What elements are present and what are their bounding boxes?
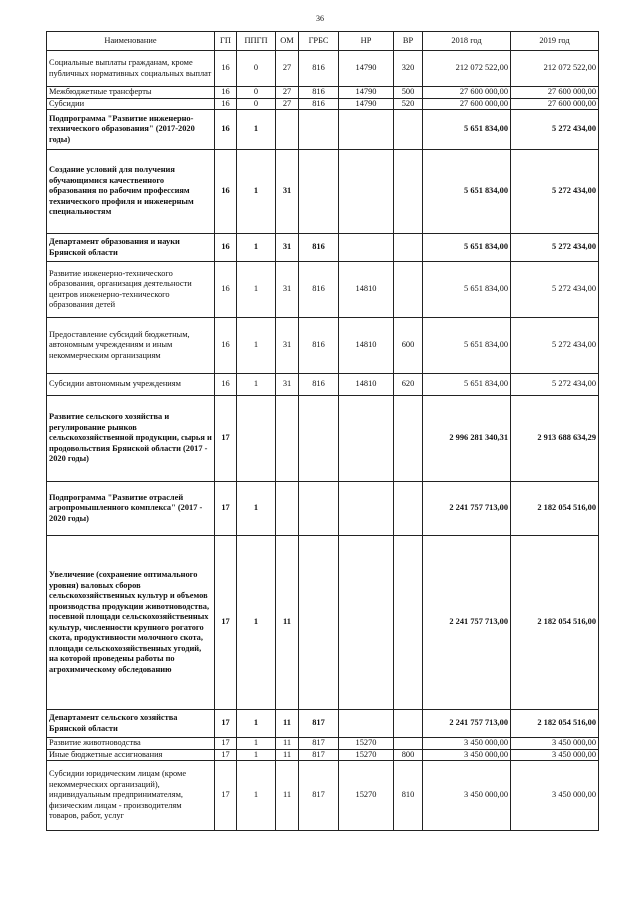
cell-2018: 5 651 834,00 [423,234,511,262]
cell-grbs: 817 [299,761,339,831]
cell-grbs [299,482,339,536]
cell-2019: 2 182 054 516,00 [511,536,599,710]
cell-2019: 3 450 000,00 [511,738,599,750]
cell-nr: 14810 [339,262,394,318]
cell-ppgp: 1 [237,710,276,738]
cell-2018: 2 241 757 713,00 [423,482,511,536]
cell-gp: 16 [215,98,237,110]
cell-gp: 17 [215,710,237,738]
cell-vr: 620 [394,374,423,396]
cell-name: Департамент образования и науки Брянской области [47,234,215,262]
cell-2018: 2 996 281 340,31 [423,396,511,482]
cell-2018: 5 651 834,00 [423,318,511,374]
cell-om: 11 [276,761,299,831]
cell-om [276,110,299,150]
header-nr: НР [339,32,394,51]
cell-ppgp: 0 [237,87,276,99]
cell-vr [394,482,423,536]
cell-om: 27 [276,87,299,99]
cell-grbs: 817 [299,710,339,738]
cell-vr [394,262,423,318]
cell-om [276,482,299,536]
cell-2018: 27 600 000,00 [423,87,511,99]
cell-grbs: 816 [299,87,339,99]
table-row [47,51,599,87]
cell-2018: 2 241 757 713,00 [423,536,511,710]
cell-2019: 27 600 000,00 [511,98,599,110]
cell-grbs: 816 [299,318,339,374]
cell-2018: 2 241 757 713,00 [423,710,511,738]
cell-grbs [299,150,339,234]
cell-nr: 14790 [339,87,394,99]
cell-grbs: 816 [299,234,339,262]
cell-om [276,396,299,482]
cell-gp: 16 [215,318,237,374]
cell-2018: 5 651 834,00 [423,150,511,234]
cell-name: Развитие сельского хозяйства и регулирование рынков сельскохозяйственной продукции, сырья и продовольствия Брянской области (2017 - 2020 годы) [47,396,215,482]
cell-ppgp: 0 [237,98,276,110]
cell-name: Создание условий для получения обучающимися качественного образования по рабочим профессиям технического профиля и инженерным специальностям [47,150,215,234]
table-row [47,374,599,396]
cell-2018: 27 600 000,00 [423,98,511,110]
table-row [47,738,599,750]
cell-om: 11 [276,738,299,750]
cell-om: 27 [276,51,299,87]
cell-om: 31 [276,262,299,318]
cell-nr [339,482,394,536]
cell-nr: 14810 [339,318,394,374]
cell-2019: 5 272 434,00 [511,110,599,150]
budget-table [46,31,599,831]
cell-2019: 2 913 688 634,29 [511,396,599,482]
header-grbs: ГРБС [299,32,339,51]
cell-vr [394,150,423,234]
cell-om: 11 [276,749,299,761]
cell-nr: 15270 [339,738,394,750]
cell-gp: 16 [215,51,237,87]
cell-2019: 3 450 000,00 [511,749,599,761]
cell-vr: 520 [394,98,423,110]
cell-vr [394,710,423,738]
header-2019: 2019 год [511,32,599,51]
cell-om: 11 [276,710,299,738]
table-row [47,761,599,831]
cell-om: 27 [276,98,299,110]
table-row [47,110,599,150]
cell-gp: 17 [215,536,237,710]
header-vr: ВР [394,32,423,51]
table-row [47,710,599,738]
cell-2019: 5 272 434,00 [511,150,599,234]
cell-ppgp: 1 [237,761,276,831]
cell-ppgp: 1 [237,234,276,262]
cell-name: Межбюджетные трансферты [47,87,215,99]
table-row [47,318,599,374]
table-row [47,396,599,482]
cell-gp: 16 [215,150,237,234]
table-row [47,262,599,318]
cell-name: Субсидии автономным учреждениям [47,374,215,396]
header-om: ОМ [276,32,299,51]
cell-name: Субсидии [47,98,215,110]
cell-name: Социальные выплаты гражданам, кроме публичных нормативных социальных выплат [47,51,215,87]
cell-ppgp: 1 [237,150,276,234]
table-row [47,536,599,710]
cell-om: 31 [276,374,299,396]
cell-grbs: 816 [299,262,339,318]
cell-ppgp: 0 [237,51,276,87]
cell-2018: 5 651 834,00 [423,110,511,150]
cell-om: 11 [276,536,299,710]
cell-nr: 14810 [339,374,394,396]
cell-om: 31 [276,150,299,234]
table-body [47,51,599,831]
cell-2018: 212 072 522,00 [423,51,511,87]
cell-2018: 3 450 000,00 [423,749,511,761]
cell-name: Развитие инженерно-технического образования, организация деятельности центров инженерно-технического образования детей [47,262,215,318]
cell-grbs: 816 [299,51,339,87]
page-number: 36 [316,14,324,23]
cell-vr: 500 [394,87,423,99]
cell-om: 31 [276,318,299,374]
cell-gp: 17 [215,749,237,761]
cell-ppgp: 1 [237,110,276,150]
cell-ppgp: 1 [237,482,276,536]
cell-ppgp [237,396,276,482]
cell-nr [339,234,394,262]
cell-2019: 5 272 434,00 [511,318,599,374]
cell-vr: 800 [394,749,423,761]
cell-name: Департамент сельского хозяйства Брянской области [47,710,215,738]
cell-vr: 600 [394,318,423,374]
cell-2019: 2 182 054 516,00 [511,710,599,738]
header-2018: 2018 год [423,32,511,51]
cell-2019: 3 450 000,00 [511,761,599,831]
cell-nr [339,710,394,738]
cell-grbs: 817 [299,738,339,750]
cell-gp: 17 [215,396,237,482]
cell-2019: 27 600 000,00 [511,87,599,99]
cell-gp: 16 [215,87,237,99]
cell-ppgp: 1 [237,374,276,396]
table-row [47,98,599,110]
cell-name: Подпрограмма "Развитие инженерно-технического образования" (2017-2020 годы) [47,110,215,150]
cell-nr [339,396,394,482]
cell-grbs: 816 [299,98,339,110]
cell-2018: 3 450 000,00 [423,738,511,750]
cell-gp: 17 [215,482,237,536]
cell-nr: 15270 [339,749,394,761]
header-name: Наименование [47,32,215,51]
cell-vr [394,110,423,150]
cell-nr [339,150,394,234]
table-row [47,87,599,99]
cell-ppgp: 1 [237,749,276,761]
cell-gp: 17 [215,761,237,831]
cell-name: Увеличение (сохранение оптимального уровня) валовых сборов сельскохозяйственных культур и объемов производства продукции животноводства, посевной площади сельскохозяйственных культур, численности крупного рогатого скота, продуктивности молочного скота, площади сельскохозяйственных угодий, на которой проведены работы по агрохимическому обследованию [47,536,215,710]
cell-2018: 5 651 834,00 [423,262,511,318]
cell-grbs [299,396,339,482]
cell-ppgp: 1 [237,318,276,374]
cell-name: Подпрограмма "Развитие отраслей агропромышленного комплекса" (2017 - 2020 годы) [47,482,215,536]
cell-vr [394,738,423,750]
table-row [47,234,599,262]
cell-grbs [299,536,339,710]
cell-grbs: 816 [299,374,339,396]
cell-2018: 5 651 834,00 [423,374,511,396]
cell-nr: 14790 [339,51,394,87]
cell-vr [394,234,423,262]
cell-ppgp: 1 [237,262,276,318]
table-row [47,482,599,536]
cell-name: Субсидии юридическим лицам (кроме некоммерческих организаций), индивидуальным предпринимателям, физическим лицам - производителям товаров, работ, услуг [47,761,215,831]
cell-gp: 17 [215,738,237,750]
cell-nr [339,536,394,710]
cell-ppgp: 1 [237,536,276,710]
cell-name: Развитие животноводства [47,738,215,750]
cell-2019: 5 272 434,00 [511,374,599,396]
table-row [47,150,599,234]
cell-gp: 16 [215,110,237,150]
header-gp: ГП [215,32,237,51]
cell-2019: 5 272 434,00 [511,234,599,262]
cell-ppgp: 1 [237,738,276,750]
cell-vr [394,396,423,482]
cell-gp: 16 [215,262,237,318]
cell-2019: 212 072 522,00 [511,51,599,87]
cell-gp: 16 [215,234,237,262]
cell-name: Иные бюджетные ассигнования [47,749,215,761]
table-row [47,749,599,761]
cell-grbs: 817 [299,749,339,761]
cell-2019: 5 272 434,00 [511,262,599,318]
cell-grbs [299,110,339,150]
cell-name: Предоставление субсидий бюджетным, автономным учреждениям и иным некоммерческим организациям [47,318,215,374]
cell-vr: 810 [394,761,423,831]
cell-vr: 320 [394,51,423,87]
cell-gp: 16 [215,374,237,396]
cell-om: 31 [276,234,299,262]
cell-2018: 3 450 000,00 [423,761,511,831]
cell-2019: 2 182 054 516,00 [511,482,599,536]
cell-nr: 14790 [339,98,394,110]
cell-nr [339,110,394,150]
header-ppgp: ППГП [237,32,276,51]
table-header-row [47,32,599,51]
cell-vr [394,536,423,710]
cell-nr: 15270 [339,761,394,831]
